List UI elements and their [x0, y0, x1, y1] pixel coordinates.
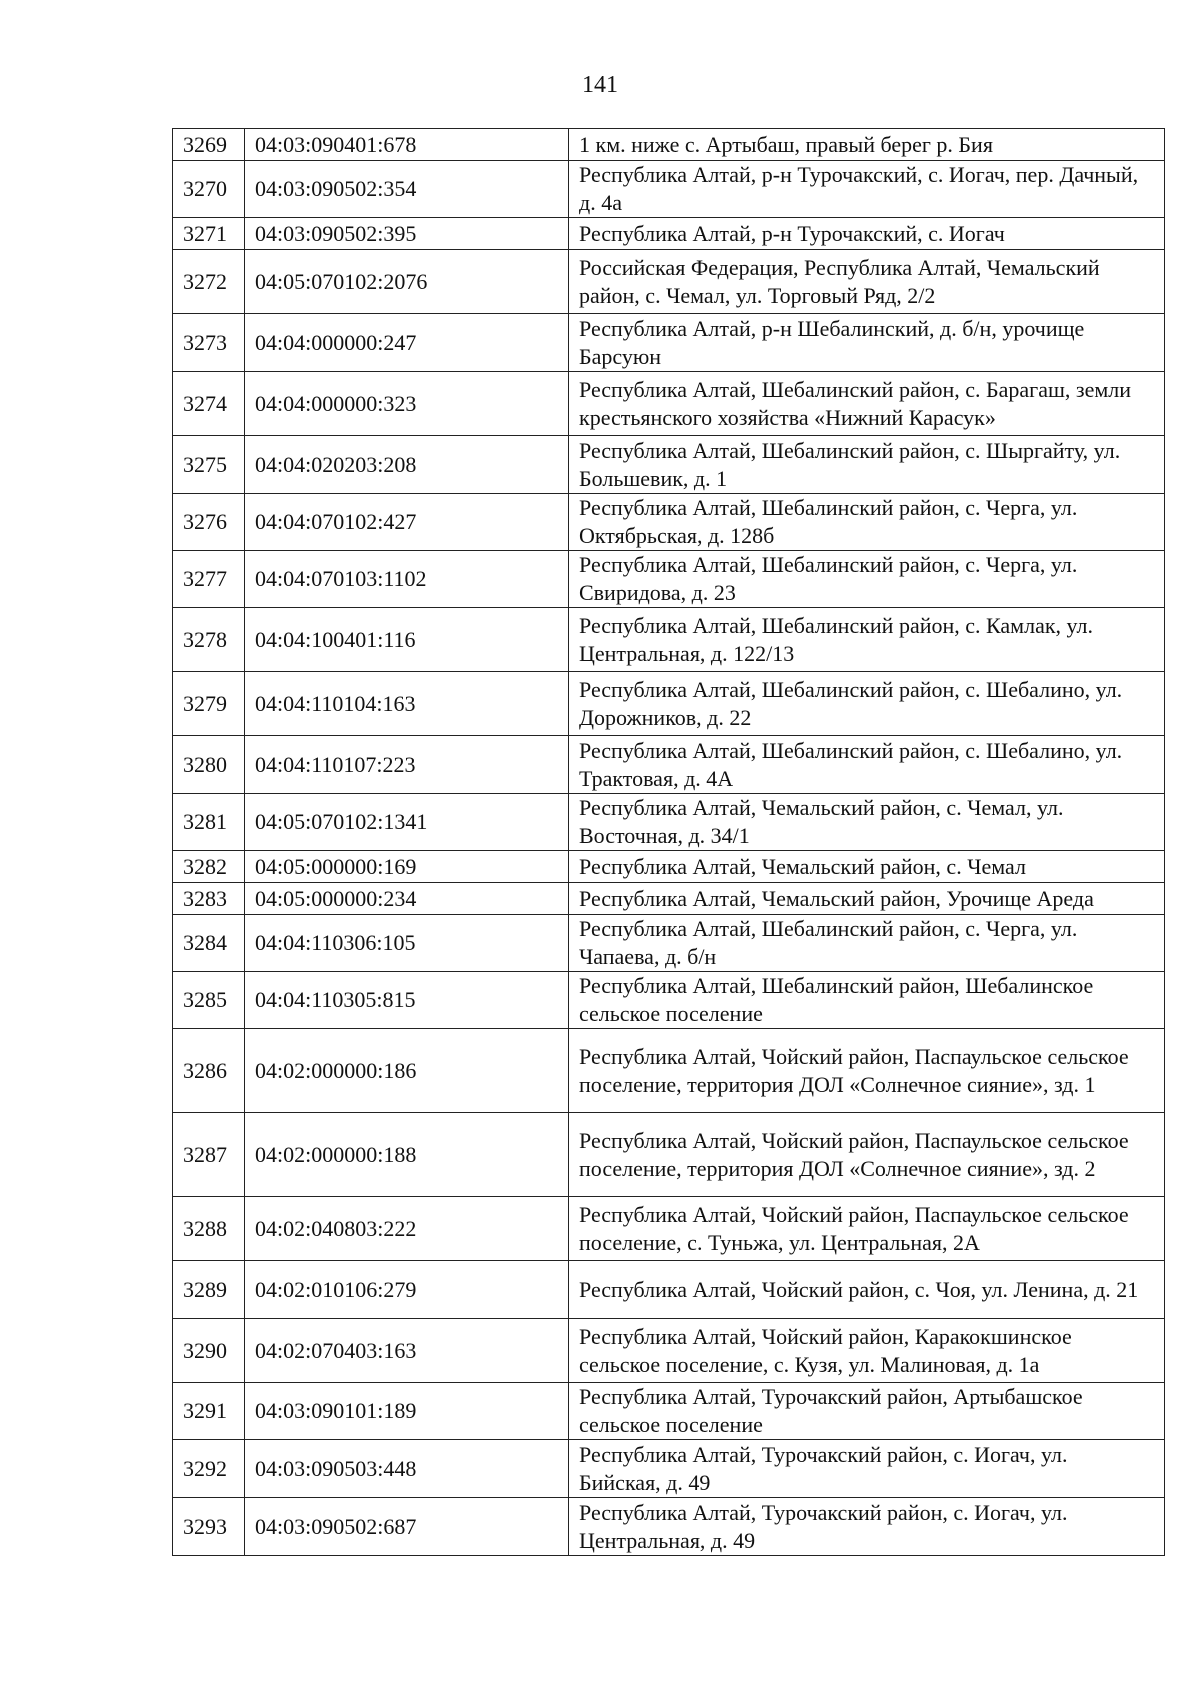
registry-table-body — [173, 129, 1165, 1556]
cadastral-number: 04:03:090502:354 — [245, 161, 569, 218]
row-number: 3269 — [173, 129, 245, 161]
table-row — [173, 851, 1165, 883]
address: Республика Алтай, Шебалинский район, с. Черга, ул. Свиридова, д. 23 — [569, 551, 1165, 608]
row-number: 3276 — [173, 494, 245, 551]
address: Республика Алтай, Чемальский район, с. Чемал — [569, 851, 1165, 883]
table-row — [173, 608, 1165, 672]
address: Республика Алтай, Чойский район, Паспаульское сельское поселение, территория ДОЛ «Солнечное сияние», зд. 1 — [569, 1029, 1165, 1113]
table-row — [173, 218, 1165, 250]
cadastral-number: 04:02:040803:222 — [245, 1197, 569, 1261]
cadastral-number: 04:02:000000:186 — [245, 1029, 569, 1113]
cadastral-number: 04:04:110104:163 — [245, 672, 569, 736]
table-row — [173, 794, 1165, 851]
address: Российская Федерация, Республика Алтай, Чемальский район, с. Чемал, ул. Торговый Ряд, 2/2 — [569, 250, 1165, 314]
row-number: 3292 — [173, 1440, 245, 1498]
address: Республика Алтай, Шебалинский район, с. Шыргайту, ул. Большевик, д. 1 — [569, 436, 1165, 494]
cadastral-number: 04:03:090401:678 — [245, 129, 569, 161]
table-row — [173, 161, 1165, 218]
table-row — [173, 372, 1165, 436]
address: Республика Алтай, Турочакский район, с. Иогач, ул. Бийская, д. 49 — [569, 1440, 1165, 1498]
row-number: 3278 — [173, 608, 245, 672]
registry-table — [172, 128, 1165, 1556]
address: Республика Алтай, р-н Турочакский, с. Иогач — [569, 218, 1165, 250]
cadastral-number: 04:05:000000:234 — [245, 883, 569, 915]
row-number: 3290 — [173, 1319, 245, 1383]
address: Республика Алтай, Шебалинский район, с. Барагаш, земли крестьянского хозяйства «Нижний Карасук» — [569, 372, 1165, 436]
row-number: 3288 — [173, 1197, 245, 1261]
address: Республика Алтай, р-н Шебалинский, д. б/н, урочище Барсуюн — [569, 314, 1165, 372]
address: Республика Алтай, Турочакский район, Артыбашское сельское поселение — [569, 1383, 1165, 1440]
table-row — [173, 1498, 1165, 1556]
address: Республика Алтай, Шебалинский район, Шебалинское сельское поселение — [569, 972, 1165, 1029]
row-number: 3274 — [173, 372, 245, 436]
row-number: 3291 — [173, 1383, 245, 1440]
page-number: 141 — [582, 72, 618, 98]
row-number: 3293 — [173, 1498, 245, 1556]
cadastral-number: 04:02:010106:279 — [245, 1261, 569, 1319]
address: Республика Алтай, Чойский район, Каракокшинское сельское поселение, с. Кузя, ул. Малиновая, д. 1а — [569, 1319, 1165, 1383]
cadastral-number: 04:05:070102:1341 — [245, 794, 569, 851]
row-number: 3283 — [173, 883, 245, 915]
row-number: 3281 — [173, 794, 245, 851]
cadastral-number: 04:03:090503:448 — [245, 1440, 569, 1498]
cadastral-number: 04:04:020203:208 — [245, 436, 569, 494]
address: Республика Алтай, Чемальский район, с. Чемал, ул. Восточная, д. 34/1 — [569, 794, 1165, 851]
cadastral-number: 04:05:070102:2076 — [245, 250, 569, 314]
address: Республика Алтай, Чойский район, с. Чоя, ул. Ленина, д. 21 — [569, 1261, 1165, 1319]
row-number: 3289 — [173, 1261, 245, 1319]
cadastral-number: 04:04:000000:247 — [245, 314, 569, 372]
table-row — [173, 736, 1165, 794]
cadastral-number: 04:04:110306:105 — [245, 915, 569, 972]
address: Республика Алтай, Шебалинский район, с. Черга, ул. Чапаева, д. б/н — [569, 915, 1165, 972]
table-row — [173, 129, 1165, 161]
address: Республика Алтай, р-н Турочакский, с. Иогач, пер. Дачный, д. 4а — [569, 161, 1165, 218]
table-row — [173, 672, 1165, 736]
table-row — [173, 883, 1165, 915]
cadastral-number: 04:02:000000:188 — [245, 1113, 569, 1197]
address: 1 км. ниже с. Артыбаш, правый берег р. Бия — [569, 129, 1165, 161]
cadastral-number: 04:04:100401:116 — [245, 608, 569, 672]
cadastral-number: 04:02:070403:163 — [245, 1319, 569, 1383]
table-row — [173, 436, 1165, 494]
cadastral-number: 04:05:000000:169 — [245, 851, 569, 883]
table-row — [173, 314, 1165, 372]
row-number: 3272 — [173, 250, 245, 314]
row-number: 3277 — [173, 551, 245, 608]
row-number: 3282 — [173, 851, 245, 883]
table-row — [173, 1440, 1165, 1498]
row-number: 3280 — [173, 736, 245, 794]
address: Республика Алтай, Шебалинский район, с. Черга, ул. Октябрьская, д. 128б — [569, 494, 1165, 551]
address: Республика Алтай, Чойский район, Паспаульское сельское поселение, территория ДОЛ «Солнечное сияние», зд. 2 — [569, 1113, 1165, 1197]
row-number: 3270 — [173, 161, 245, 218]
cadastral-number: 04:04:110305:815 — [245, 972, 569, 1029]
table-row — [173, 1261, 1165, 1319]
table-row — [173, 1383, 1165, 1440]
table-row — [173, 250, 1165, 314]
row-number: 3286 — [173, 1029, 245, 1113]
table-row — [173, 1319, 1165, 1383]
cadastral-number: 04:04:110107:223 — [245, 736, 569, 794]
address: Республика Алтай, Шебалинский район, с. Шебалино, ул. Трактовая, д. 4А — [569, 736, 1165, 794]
table-row — [173, 915, 1165, 972]
table-row — [173, 1197, 1165, 1261]
cadastral-number: 04:03:090101:189 — [245, 1383, 569, 1440]
table-row — [173, 1113, 1165, 1197]
address: Республика Алтай, Шебалинский район, с. Шебалино, ул. Дорожников, д. 22 — [569, 672, 1165, 736]
table-row — [173, 1029, 1165, 1113]
address: Республика Алтай, Турочакский район, с. Иогач, ул. Центральная, д. 49 — [569, 1498, 1165, 1556]
table-row — [173, 972, 1165, 1029]
table-row — [173, 494, 1165, 551]
address: Республика Алтай, Чойский район, Паспаульское сельское поселение, с. Туньжа, ул. Центральная, 2А — [569, 1197, 1165, 1261]
table-row — [173, 551, 1165, 608]
cadastral-number: 04:03:090502:395 — [245, 218, 569, 250]
cadastral-number: 04:03:090502:687 — [245, 1498, 569, 1556]
row-number: 3273 — [173, 314, 245, 372]
cadastral-number: 04:04:070103:1102 — [245, 551, 569, 608]
row-number: 3275 — [173, 436, 245, 494]
cadastral-number: 04:04:000000:323 — [245, 372, 569, 436]
cadastral-number: 04:04:070102:427 — [245, 494, 569, 551]
row-number: 3271 — [173, 218, 245, 250]
address: Республика Алтай, Чемальский район, Урочище Ареда — [569, 883, 1165, 915]
row-number: 3287 — [173, 1113, 245, 1197]
row-number: 3279 — [173, 672, 245, 736]
row-number: 3284 — [173, 915, 245, 972]
address: Республика Алтай, Шебалинский район, с. Камлак, ул. Центральная, д. 122/13 — [569, 608, 1165, 672]
row-number: 3285 — [173, 972, 245, 1029]
